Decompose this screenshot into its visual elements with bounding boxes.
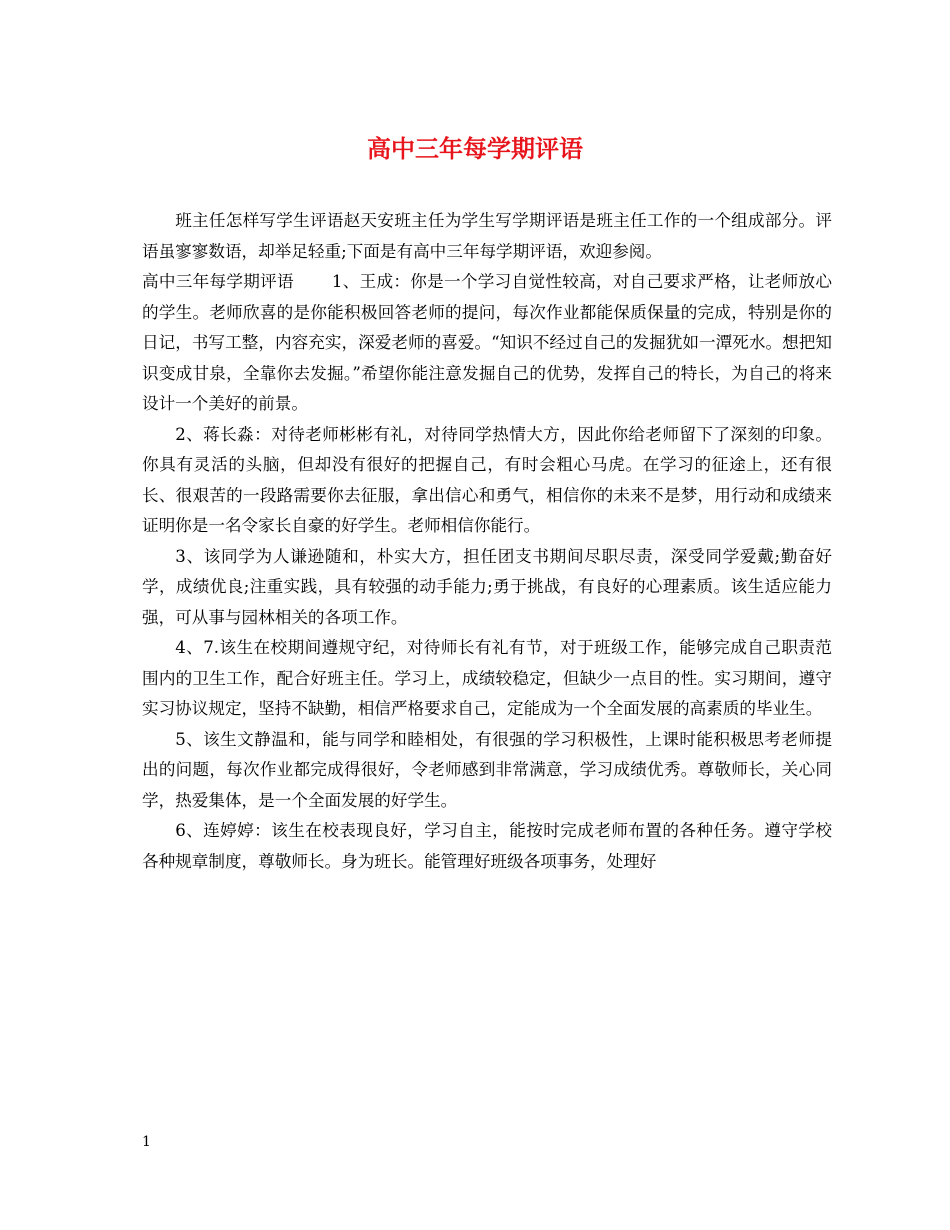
comment-paragraph-4: 4、7.该生在校期间遵规守纪，对待师长有礼有节，对于班级工作，能够完成自己职责范围内的卫生工作，配合好班主任。学习上，成绩较稳定，但缺少一点目的性。实习期间，遵守实习协议规定，坚持不缺勤，相信严格要求自己，定能成为一个全面发展的高素质的毕业生。 [142,638,832,718]
document-title: 高中三年每学期评语 [367,134,583,163]
document-body [142,206,832,877]
section-heading: 高中三年每学期评语 [142,272,294,291]
comment-paragraph-5: 5、该生文静温和，能与同学和睦相处，有很强的学习积极性，上课时能积极思考老师提出的问题，每次作业都完成得很好，令老师感到非常满意，学习成绩优秀。尊敬师长，关心同学，热爱集体，是一个全面发展的好学生。 [142,729,832,810]
page-number: 1 [142,1134,151,1150]
intro-paragraph: 班主任怎样写学生评语赵天安班主任为学生写学期评语是班主任工作的一个组成部分。评语虽寥寥数语，却举足轻重;下面是有高中三年每学期评语，欢迎参阅。 [142,211,832,261]
comment-text: 1、王成：你是一个学习自觉性较高，对自己要求严格，让老师放心的学生。老师欣喜的是你能积极回答老师的提问，每次作业都能保质保量的完成，特别是你的日记，书写工整，内容充实，深爱老师的喜爱。“知识不经过自己的发掘犹如一潭死水。想把知识变成甘泉，全靠你去发掘。”希望你能注意发掘自己的优势，发挥自己的特长，为自己的将来设计一个美好的前景。 [142,272,832,413]
comment-paragraph-3: 3、该同学为人谦逊随和，朴实大方，担任团支书期间尽职尽责，深受同学爱戴;勤奋好学，成绩优良;注重实践，具有较强的动手能力;勇于挑战，有良好的心理素质。该生适应能力强，可从事与园林相关的各项工作。 [142,546,832,627]
comment-paragraph-1 [142,267,832,420]
comment-paragraph-2: 2、蒋长淼：对待老师彬彬有礼，对待同学热情大方，因此你给老师留下了深刻的印象。你具有灵活的头脑，但却没有很好的把握自己，有时会粗心马虎。在学习的征途上，还有很长、很艰苦的一段路需要你去征服，拿出信心和勇气，相信你的未来不是梦，用行动和成绩来证明你是一名令家长自豪的好学生。老师相信你能行。 [142,424,832,535]
comment-paragraph-6: 6、连婷婷：该生在校表现良好，学习自主，能按时完成老师布置的各种任务。遵守学校各种规章制度，尊敬师长。身为班长。能管理好班级各项事务，处理好 [142,821,832,871]
